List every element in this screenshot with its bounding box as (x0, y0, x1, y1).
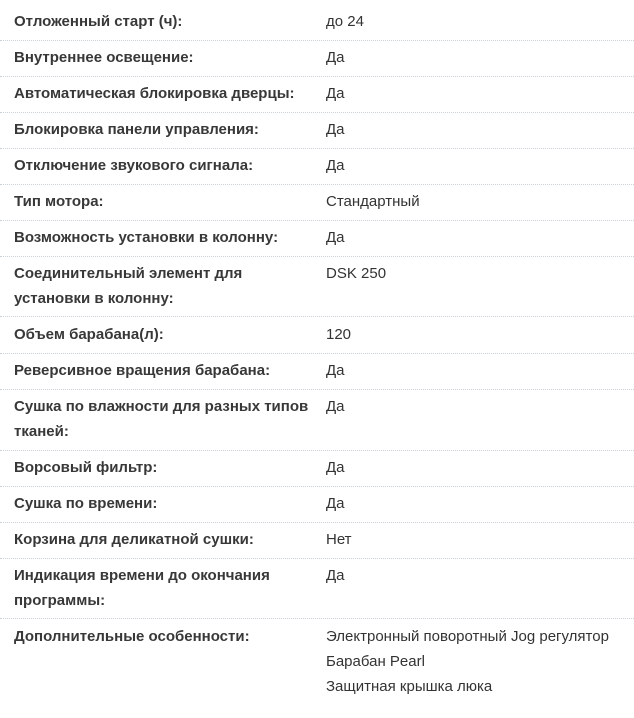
spec-row (0, 256, 634, 317)
spec-label: Внутреннее освещение: (14, 49, 194, 66)
spec-value-line: до 24 (326, 13, 364, 30)
spec-label: Объем барабана(л): (14, 326, 164, 343)
spec-value (326, 117, 634, 142)
spec-value-line: Стандартный (326, 193, 420, 210)
spec-value (326, 153, 634, 178)
spec-value-line: Да (326, 157, 345, 174)
spec-label: Возможность установки в колонну: (14, 229, 279, 246)
spec-value-line: Да (326, 567, 345, 584)
spec-value (326, 225, 634, 250)
spec-value (326, 624, 634, 699)
spec-label: Дополнительные особенности: (14, 628, 250, 645)
spec-value-line: Да (326, 398, 345, 415)
spec-row (0, 558, 634, 619)
spec-value (326, 9, 634, 34)
spec-value (326, 322, 634, 347)
spec-value-line: Да (326, 459, 345, 476)
spec-row (0, 184, 634, 221)
spec-row (0, 220, 634, 257)
spec-label: Сушка по влажности для разных типов тканей: (14, 398, 309, 440)
spec-row (0, 148, 634, 185)
spec-label: Блокировка панели управления: (14, 121, 259, 138)
spec-row (0, 389, 634, 451)
spec-value-line: Да (326, 85, 345, 102)
spec-label: Отключение звукового сигнала: (14, 157, 254, 174)
spec-row (0, 76, 634, 113)
spec-row (0, 316, 634, 354)
spec-value (326, 455, 634, 480)
spec-row (0, 0, 634, 41)
spec-row (0, 522, 634, 559)
spec-label: Тип мотора: (14, 193, 104, 210)
spec-label: Автоматическая блокировка дверцы: (14, 85, 295, 102)
spec-value-line: Барабан Pearl (326, 653, 425, 670)
spec-value-line: Защитная крышка люка (326, 678, 493, 695)
spec-row (0, 40, 634, 77)
spec-row (0, 618, 634, 716)
spec-value (326, 563, 634, 588)
spec-value-line: Да (326, 121, 345, 138)
spec-row (0, 450, 634, 487)
spec-label: Индикация времени до окончания программы: (14, 567, 270, 609)
spec-label: Ворсовый фильтр: (14, 459, 158, 476)
spec-value (326, 394, 634, 419)
spec-value (326, 261, 634, 286)
spec-value-line: Да (326, 495, 345, 512)
spec-value (326, 189, 634, 214)
spec-label: Отложенный старт (ч): (14, 13, 183, 30)
spec-row (0, 486, 634, 523)
spec-value-line: Да (326, 49, 345, 66)
spec-value (326, 491, 634, 516)
spec-row (0, 353, 634, 390)
spec-value (326, 45, 634, 70)
spec-value (326, 358, 634, 383)
spec-row (0, 112, 634, 149)
spec-value-line: 120 (326, 326, 352, 343)
spec-value (326, 81, 634, 106)
spec-label: Соединительный элемент для установки в колонну: (14, 265, 243, 307)
spec-label: Реверсивное вращения барабана: (14, 362, 271, 379)
spec-value-line: Да (326, 362, 345, 379)
spec-label: Корзина для деликатной сушки: (14, 531, 254, 548)
spec-value-line: Нет (326, 531, 352, 548)
spec-value-line: DSK 250 (326, 265, 387, 282)
spec-value-line: Электронный поворотный Jog регулятор (326, 628, 609, 645)
spec-label: Сушка по времени: (14, 495, 158, 512)
spec-value (326, 527, 634, 552)
spec-value-line: Да (326, 229, 345, 246)
